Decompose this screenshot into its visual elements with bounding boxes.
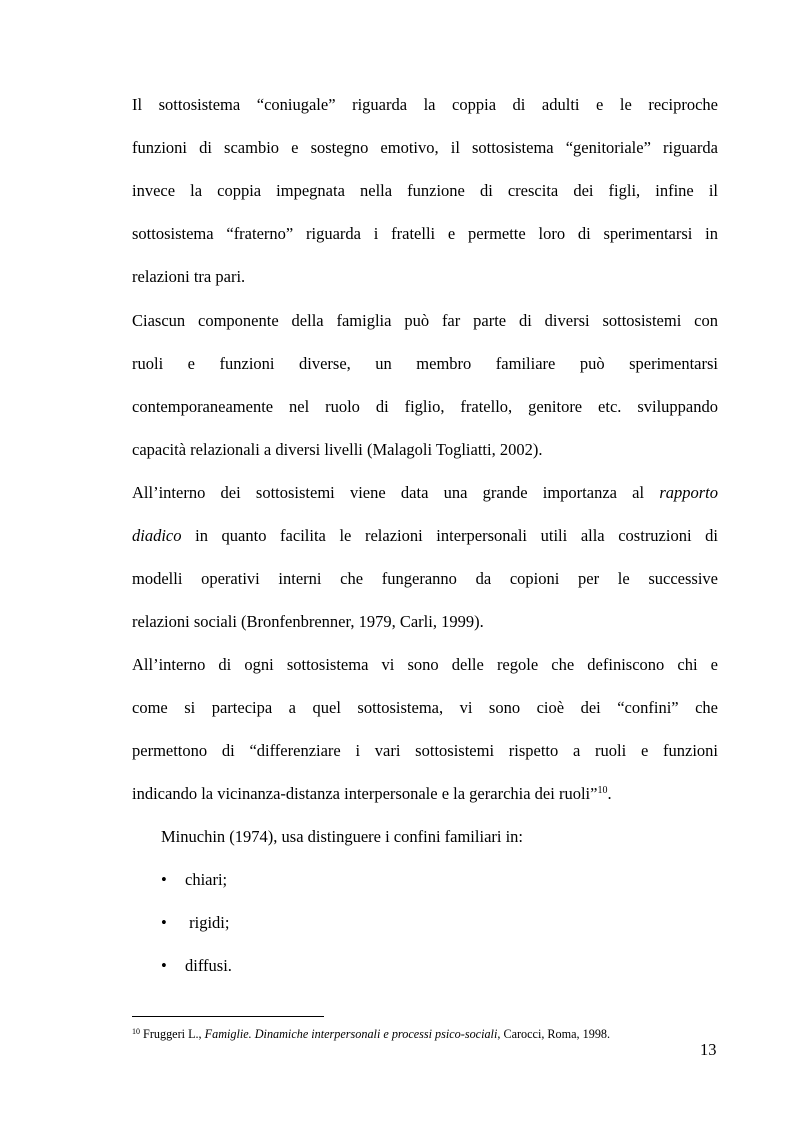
italic-term: rapporto [659,483,718,502]
footnote-reference: 10 [597,785,608,796]
paragraph-line: come si partecipa a quel sottosistema, vi sono cioè dei “confini” che [132,698,718,717]
list-intro: Minuchin (1974), usa distinguere i confini familiari in: [161,827,524,846]
paragraph-line: funzioni di scambio e sostegno emotivo, il sottosistema “genitoriale” riguarda [132,138,718,157]
list-item-text: rigidi; [185,913,230,932]
paragraph-line: modelli operativi interni che fungeranno da copioni per le successive [132,569,718,588]
list-item [161,911,229,935]
paragraph-line: Il sottosistema “coniugale” riguarda la coppia di adulti e le reciproche [132,95,718,114]
paragraph-line: relazioni tra pari. [132,267,246,286]
footnote-number: 10 [132,1027,140,1036]
paragraph-line: All’interno di ogni sottosistema vi sono delle regole che definiscono chi e [132,655,718,674]
paragraph-text: All’interno dei sottosistemi viene data una grande importanza al [132,483,645,502]
bullet-icon: • [161,913,167,932]
paragraph-line: relazioni sociali (Bronfenbrenner, 1979, Carli, 1999). [132,612,484,631]
paragraph-line: ruoli e funzioni diverse, un membro familiare può sperimentarsi [132,354,718,373]
paragraph-line: sottosistema “fraterno” riguarda i fratelli e permette loro di sperimentarsi in [132,224,718,243]
footnote-divider [132,1016,324,1017]
footnote-author: Fruggeri L., [143,1027,202,1041]
footnote-publisher: , Carocci, Roma, 1998. [497,1027,611,1041]
list-item-text: chiari; [185,870,228,889]
page-number: 13 [700,1040,717,1059]
bullet-icon: • [161,956,167,975]
italic-term: diadico [132,526,182,545]
paragraph-text: in quanto facilita le relazioni interpersonali utili alla costruzioni di [195,526,718,545]
paragraph-line [132,782,718,806]
paragraph-line: permettono di “differenziare i vari sottosistemi rispetto a ruoli e funzioni [132,741,718,760]
paragraph-text: . [607,784,612,803]
paragraph-line: capacità relazionali a diversi livelli (Malagoli Togliatti, 2002). [132,440,543,459]
footnote [132,1026,610,1042]
footnote-title: Famiglie. Dinamiche interpersonali e processi psico-sociali [204,1027,498,1041]
bullet-icon: • [161,870,167,889]
paragraph-line: contemporaneamente nel ruolo di figlio, fratello, genitore etc. sviluppando [132,397,718,416]
paragraph-text: indicando la vicinanza-distanza interpersonale e la gerarchia dei ruoli” [132,784,598,803]
list-item [161,868,227,892]
paragraph-line: Ciascun componente della famiglia può far parte di diversi sottosistemi con [132,311,718,330]
paragraph-line [132,524,718,548]
paragraph-line: invece la coppia impegnata nella funzione di crescita dei figli, infine il [132,181,718,200]
list-item [161,954,232,978]
list-item-text: diffusi. [185,956,232,975]
paragraph-line [132,481,718,505]
